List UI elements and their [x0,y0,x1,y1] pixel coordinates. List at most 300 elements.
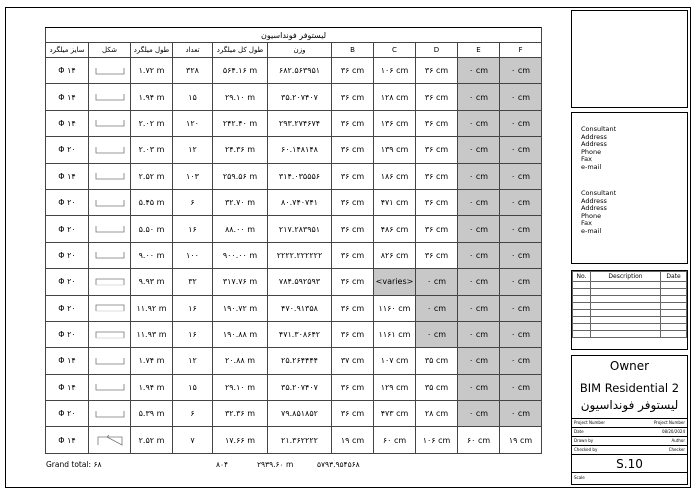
revision-date-cell [661,296,687,303]
dim-b-cell: ۳۶ cm [332,189,374,215]
bar-length-cell: ۲.۵۲ m [131,163,173,189]
bar-shape-icon [93,302,127,314]
grand-total-weight: ۵۷۹۳.۹۵۴۵۶۸ [317,460,360,469]
dim-e-cell: ۰ cm [458,401,500,427]
bar-size-value: ۱۴ [67,118,76,128]
bar-count-cell: ۱۲ [173,137,213,163]
bar-length-cell: ۵.۴۵ m [131,189,173,215]
revision-date-cell [661,310,687,317]
consultant-email: e-mail [581,162,602,171]
dim-e-cell: ۰ cm [458,163,500,189]
dim-b-cell: ۳۶ cm [332,163,374,189]
revision-date-header: Date [661,272,687,282]
total-length-cell: ۲۵۹.۵۶ m [213,163,268,189]
checked-by-label: Checked by [574,447,598,452]
schedule-row [46,348,542,374]
schedule-row [46,321,542,347]
dim-b-cell: ۳۶ cm [332,216,374,242]
dim-d-cell: ۰ cm [416,269,458,295]
diameter-icon: Φ [58,198,68,208]
bar-length-cell: ۹.۹۳ m [131,269,173,295]
consultant-name: Consultant [581,125,617,133]
weight-cell: ۴۷۰.۹۱۳۵۸ [268,295,332,321]
diameter-icon: Φ [58,409,68,419]
dim-c-cell: ۴۷۱ cm [374,189,416,215]
schedule-title: لیستوفر فونداسیون [46,28,542,43]
dim-d-cell: ۳۶ cm [416,58,458,84]
consultant-block-2 [581,190,616,235]
bar-shape-cell [89,401,131,427]
bar-shape-cell [89,189,131,215]
revision-date-cell [661,303,687,310]
revision-row [573,310,687,317]
revision-date-cell [661,289,687,296]
column-header: C [374,43,416,58]
revision-row [573,317,687,324]
dim-e-cell: ۰ cm [458,110,500,136]
revision-no-cell [573,331,591,338]
grand-total-label: Grand total: ۶۸ [46,460,102,469]
revision-no-header: No. [573,272,591,282]
dim-c-cell: ۱۱۶۱ cm [374,321,416,347]
dim-b-cell: ۳۶ cm [332,84,374,110]
dim-d-cell: ۳۶ cm [416,137,458,163]
dim-f-cell: ۰ cm [500,401,542,427]
bar-shape-cell [89,295,131,321]
revision-description-cell [591,296,661,303]
dim-c-cell: ۱۸۶ cm [374,163,416,189]
dim-e-cell: ۰ cm [458,216,500,242]
bar-shape-cell [89,348,131,374]
revision-row [573,296,687,303]
bar-size-cell [46,374,89,400]
dim-d-cell: ۰ cm [416,295,458,321]
total-length-cell: ۲۴۲.۴۰ m [213,110,268,136]
dim-c-cell: ۴۷۳ cm [374,401,416,427]
weight-cell: ۷۸۴.۵۹۲۵۹۳ [268,269,332,295]
bar-shape-cell [89,427,131,453]
revision-row [573,303,687,310]
total-length-cell: ۳۲.۷۰ m [213,189,268,215]
sheet-name: لیستوفر فونداسیون [580,398,679,412]
grand-total-row [45,459,541,472]
bar-shape-cell [89,242,131,268]
bar-size-cell [46,242,89,268]
schedule-row [46,163,542,189]
bar-length-cell: ۲.۰۲ m [131,110,173,136]
bar-shape-icon [93,144,127,156]
bar-count-cell: ۱۵ [173,374,213,400]
schedule-row [46,427,542,453]
bar-shape-icon [93,65,127,77]
weight-cell: ۴۷۱.۳۰۸۶۴۲ [268,321,332,347]
consultant-fax: Fax [581,155,592,163]
bar-length-cell: ۱.۷۲ m [131,58,173,84]
dim-d-cell: ۳۶ cm [416,110,458,136]
diameter-icon: Φ [58,171,68,181]
revision-table [572,271,687,338]
column-header: سایز میلگرد [46,43,89,58]
rebar-schedule-table [45,27,542,454]
revision-date-cell [661,331,687,338]
bar-size-value: ۲۰ [67,224,76,234]
bar-size-cell [46,269,89,295]
dim-e-cell: ۰ cm [458,84,500,110]
revision-no-cell [573,296,591,303]
schedule-row [46,269,542,295]
owner-name: Owner [609,359,650,373]
drawn-by-label: Drawn by [574,438,594,443]
total-length-cell: ۲۹.۱۰ m [213,374,268,400]
total-length-cell: ۲۰.۸۸ m [213,348,268,374]
bar-shape-cell [89,374,131,400]
bar-shape-icon [93,276,127,288]
bar-size-value: ۲۰ [67,145,76,155]
bar-shape-icon [93,197,127,209]
consultant-name: Consultant [581,189,617,197]
bar-shape-cell [89,216,131,242]
total-length-cell: ۳۲.۳۶ m [213,401,268,427]
column-header: D [416,43,458,58]
consultant-email: e-mail [581,226,602,235]
dim-f-cell: ۰ cm [500,58,542,84]
revision-description-cell [591,289,661,296]
revision-description-cell [591,282,661,289]
column-header: طول میلگرد [131,43,173,58]
diameter-icon: Φ [58,303,68,313]
dim-d-cell: ۲۸ cm [416,401,458,427]
project-number-label: Project Number [574,420,606,425]
revision-no-cell [573,317,591,324]
dim-d-cell: ۳۶ cm [416,189,458,215]
consultant-phone: Phone [581,211,602,220]
bar-count-cell: ۷ [173,427,213,453]
bar-shape-icon [93,381,127,393]
schedule-row [46,242,542,268]
dim-f-cell: ۰ cm [500,374,542,400]
schedule-row [46,58,542,84]
revision-description-cell [591,310,661,317]
dim-b-cell: ۳۶ cm [332,321,374,347]
dim-e-cell: ۰ cm [458,295,500,321]
dim-f-cell: ۰ cm [500,189,542,215]
dim-d-cell: ۱۰۶ cm [416,427,458,453]
bar-length-cell: ۲.۰۳ m [131,137,173,163]
date-value: 08/20/2024 [661,429,685,434]
dim-c-cell: <varies> [374,269,416,295]
bar-size-cell [46,110,89,136]
grand-total-length: ۲۹۳۹.۶۰ m [257,460,294,469]
bar-size-value: ۲۰ [67,198,76,208]
bar-shape-cell [89,110,131,136]
column-header: E [458,43,500,58]
dim-b-cell: ۳۶ cm [332,401,374,427]
bar-count-cell: ۱۶ [173,216,213,242]
consultant-phone: Phone [581,147,602,156]
dim-f-cell: ۰ cm [500,84,542,110]
dim-c-cell: ۱۱۶۰ cm [374,295,416,321]
weight-cell: ۲۹۳.۲۷۴۶۷۴ [268,110,332,136]
diameter-icon: Φ [58,145,68,155]
consultant-address: Address [581,204,607,212]
revision-date-cell [661,324,687,331]
dim-b-cell: ۳۶ cm [332,374,374,400]
schedule-row [46,374,542,400]
total-length-cell: ۳۱۷.۷۶ m [213,269,268,295]
bar-shape-icon [93,223,127,235]
consultant-address: Address [581,196,607,205]
dim-d-cell: ۳۵ cm [416,374,458,400]
weight-cell: ۲۱۷.۲۸۳۹۵۱ [268,216,332,242]
revision-row [573,331,687,338]
dim-f-cell: ۰ cm [500,216,542,242]
scale-label: Scale [574,475,585,480]
schedule-body [46,58,542,454]
weight-cell: ۲۵.۲۶۴۴۴۴ [268,348,332,374]
bar-length-cell: ۱۱.۹۳ m [131,321,173,347]
bar-count-cell: ۳۲۸ [173,58,213,84]
bar-size-value: ۲۰ [67,409,76,419]
diameter-icon: Φ [58,66,68,76]
bar-size-value: ۱۴ [67,171,76,181]
grand-total-count: ۸۰۴ [216,460,229,469]
revision-panel [571,270,688,350]
bar-count-cell: ۶ [173,401,213,427]
weight-cell: ۲۲۲۲.۲۲۲۲۲۲ [268,242,332,268]
titleblock-info [571,355,688,485]
weight-cell: ۶۰.۱۴۸۱۴۸ [268,137,332,163]
dim-d-cell: ۳۶ cm [416,84,458,110]
consultant-block-1 [581,126,616,171]
bar-shape-icon [93,91,127,103]
bar-length-cell: ۱۱.۹۲ m [131,295,173,321]
bar-size-value: ۲۰ [67,250,76,260]
schedule-row [46,216,542,242]
dim-b-cell: ۳۶ cm [332,58,374,84]
dim-e-cell: ۰ cm [458,269,500,295]
column-header: تعداد [173,43,213,58]
bar-count-cell: ۱۰۳ [173,163,213,189]
revision-description-cell [591,324,661,331]
bar-length-cell: ۵.۳۹ m [131,401,173,427]
bar-size-cell [46,216,89,242]
dim-b-cell: ۳۷ cm [332,348,374,374]
dim-c-cell: ۱۲۸ cm [374,84,416,110]
bar-shape-icon [93,408,127,420]
bar-size-cell [46,137,89,163]
dim-c-cell: ۱۳۹ cm [374,137,416,163]
date-label: Date [574,429,584,434]
dim-f-cell: ۰ cm [500,137,542,163]
total-length-cell: ۹۰۰.۰۰ m [213,242,268,268]
total-length-cell: ۵۶۴.۱۶ m [213,58,268,84]
revision-description-cell [591,331,661,338]
schedule-header-row [46,43,542,58]
revision-no-cell [573,310,591,317]
schedule-row [46,84,542,110]
diameter-icon: Φ [58,250,68,260]
bar-size-cell [46,321,89,347]
checked-by-value: Checker [668,447,685,452]
dim-f-cell: ۰ cm [500,110,542,136]
bar-count-cell: ۳۲ [173,269,213,295]
dim-b-cell: ۳۶ cm [332,242,374,268]
revision-row [573,324,687,331]
dim-e-cell: ۰ cm [458,137,500,163]
weight-cell: ۳۵.۲۰۷۴۰۷ [268,374,332,400]
dim-e-cell: ۰ cm [458,242,500,268]
bar-size-value: ۱۴ [67,66,76,76]
schedule-row [46,189,542,215]
total-length-cell: ۱۷.۶۶ m [213,427,268,453]
diameter-icon: Φ [58,356,68,366]
weight-cell: ۸۰.۷۴۰۷۴۱ [268,189,332,215]
bar-count-cell: ۶ [173,189,213,215]
weight-cell: ۲۱.۳۶۲۲۲۲ [268,427,332,453]
revision-no-cell [573,282,591,289]
dim-d-cell: ۳۶ cm [416,216,458,242]
bar-shape-cell [89,84,131,110]
total-length-cell: ۱۹۰.۸۸ m [213,321,268,347]
bar-length-cell: ۱.۷۴ m [131,348,173,374]
dim-e-cell: ۰ cm [458,58,500,84]
bar-size-cell [46,163,89,189]
bar-size-cell [46,427,89,453]
diameter-icon: Φ [58,118,68,128]
bar-size-value: ۱۴ [67,382,76,392]
dim-c-cell: ۱۰۶ cm [374,58,416,84]
bar-size-value: ۱۴ [67,435,76,445]
revision-date-cell [661,317,687,324]
dim-b-cell: ۳۶ cm [332,137,374,163]
diameter-icon: Φ [58,435,68,445]
column-header: وزن [268,43,332,58]
weight-cell: ۳۵.۲۰۷۴۰۷ [268,84,332,110]
bar-size-cell [46,295,89,321]
dim-b-cell: ۳۶ cm [332,269,374,295]
dim-f-cell: ۰ cm [500,321,542,347]
bar-shape-cell [89,137,131,163]
dim-f-cell: ۰ cm [500,295,542,321]
revision-row [573,289,687,296]
bar-count-cell: ۱۶ [173,295,213,321]
dim-f-cell: ۰ cm [500,163,542,189]
bar-shape-icon [93,249,127,261]
bar-shape-icon [93,117,127,129]
schedule-row [46,137,542,163]
bar-size-value: ۲۰ [67,303,76,313]
dim-e-cell: ۰ cm [458,374,500,400]
revision-no-cell [573,289,591,296]
revision-no-cell [573,324,591,331]
bar-size-cell [46,189,89,215]
dim-d-cell: ۳۶ cm [416,163,458,189]
schedule-row [46,110,542,136]
diameter-icon: Φ [58,92,68,102]
sheet-number: S.10 [572,454,687,473]
total-length-cell: ۲۹.۱۰ m [213,84,268,110]
drawn-by-value: Author [671,438,685,443]
bar-shape-cell [89,163,131,189]
bar-count-cell: ۱۶ [173,321,213,347]
total-length-cell: ۸۸.۰۰ m [213,216,268,242]
dim-c-cell: ۶۰ cm [374,427,416,453]
column-header: شکل [89,43,131,58]
bar-shape-cell [89,269,131,295]
column-header: F [500,43,542,58]
bar-shape-icon [93,433,127,447]
dim-f-cell: ۰ cm [500,242,542,268]
dim-e-cell: ۶۰ cm [458,427,500,453]
dim-b-cell: ۳۶ cm [332,295,374,321]
bar-shape-cell [89,58,131,84]
weight-cell: ۳۱۴.۰۳۵۵۵۶ [268,163,332,189]
bar-length-cell: ۹.۰۰ m [131,242,173,268]
dim-e-cell: ۰ cm [458,321,500,347]
bar-shape-icon [93,355,127,367]
bar-shape-icon [93,329,127,341]
bar-count-cell: ۱۰۰ [173,242,213,268]
project-number-value: Project Number [653,420,685,425]
total-length-cell: ۱۹۰.۷۲ m [213,295,268,321]
bar-size-cell [46,84,89,110]
bar-length-cell: ۲.۵۲ m [131,427,173,453]
dim-e-cell: ۰ cm [458,189,500,215]
dim-d-cell: ۰ cm [416,321,458,347]
revision-description-header: Description [591,272,661,282]
column-header: طول کل میلگرد [213,43,268,58]
schedule-row [46,401,542,427]
consultant-address: Address [581,140,607,148]
bar-count-cell: ۱۲ [173,348,213,374]
dim-b-cell: ۱۹ cm [332,427,374,453]
column-header: B [332,43,374,58]
dim-c-cell: ۱۰۷ cm [374,348,416,374]
revision-no-cell [573,303,591,310]
bar-size-value: ۲۰ [67,277,76,287]
diameter-icon: Φ [58,277,68,287]
revision-description-cell [591,317,661,324]
dim-d-cell: ۳۵ cm [416,348,458,374]
dim-e-cell: ۰ cm [458,348,500,374]
weight-cell: ۷۹.۸۵۱۸۵۲ [268,401,332,427]
project-name: BIM Residential 2 [579,381,680,395]
diameter-icon: Φ [58,330,68,340]
bar-shape-cell [89,321,131,347]
consultant-address: Address [581,132,607,141]
dim-f-cell: ۰ cm [500,348,542,374]
revision-description-cell [591,303,661,310]
bar-count-cell: ۱۲۰ [173,110,213,136]
consultant-fax: Fax [581,219,592,227]
weight-cell: ۶۸۲.۵۶۳۹۵۱ [268,58,332,84]
dim-b-cell: ۳۶ cm [332,110,374,136]
dim-c-cell: ۸۲۶ cm [374,242,416,268]
bar-size-cell [46,58,89,84]
dim-d-cell: ۳۶ cm [416,242,458,268]
total-length-cell: ۲۴.۳۶ m [213,137,268,163]
bar-size-value: ۱۴ [67,92,76,102]
dim-c-cell: ۱۳۶ cm [374,110,416,136]
schedule-row [46,295,542,321]
bar-size-cell [46,348,89,374]
revision-row [573,282,687,289]
bar-size-value: ۱۴ [67,356,76,366]
bar-shape-icon [93,170,127,182]
dim-f-cell: ۱۹ cm [500,427,542,453]
consultants-panel [571,112,688,264]
scale-row [572,472,687,486]
